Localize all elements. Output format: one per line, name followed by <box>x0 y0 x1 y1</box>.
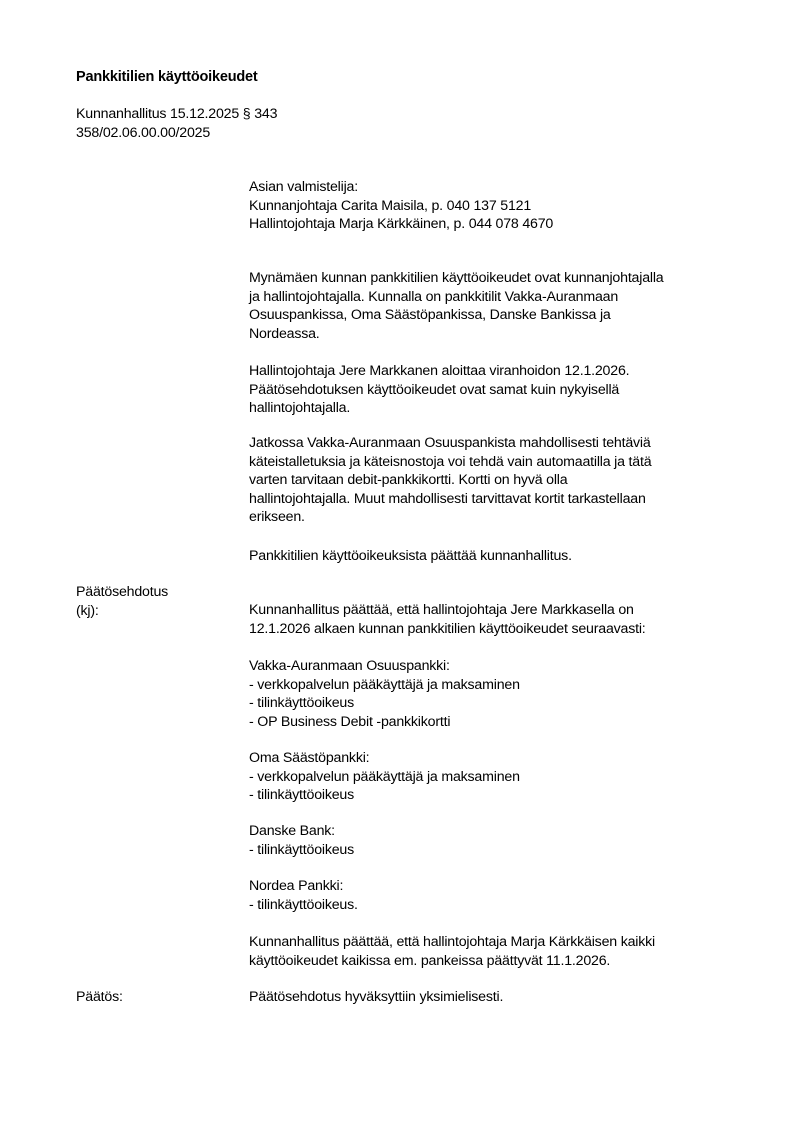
preparers <box>249 178 553 234</box>
proposal-closing <box>249 933 655 970</box>
paragraph-4 <box>249 547 572 566</box>
text-line: ja hallintojohtajalla. Kunnalla on pankkitilit Vakka-Auranmaan <box>249 288 619 305</box>
proposal-intro <box>249 601 646 638</box>
text-line: 12.1.2026 alkaen kunnan pankkitilien käyttöoikeudet seuraavasti: <box>249 620 646 637</box>
right-item: - tilinkäyttöoikeus <box>249 787 355 804</box>
paragraph-3 <box>249 434 651 527</box>
right-item: - verkkopalvelun pääkäyttäjä ja maksaminen <box>249 676 520 693</box>
preparers-heading: Asian valmistelija: <box>249 179 358 195</box>
right-item: - verkkopalvelun pääkäyttäjä ja maksaminen <box>249 768 520 785</box>
meeting-date: Kunnanhallitus 15.12.2025 § 343 <box>76 106 278 122</box>
text-line: Nordeassa. <box>249 325 320 342</box>
bank-oma-saastopankki <box>249 749 520 805</box>
bank-danske <box>249 822 354 859</box>
text-line: Jatkossa Vakka-Auranmaan Osuuspankista mahdollisesti tehtäviä <box>249 435 651 451</box>
bank-vakka-auranmaan <box>249 657 520 731</box>
proposal-label-line: (kj): <box>76 602 99 619</box>
proposal-label-line: Päätösehdotus <box>76 584 169 600</box>
text-line: Kunnanhallitus päättää, että hallintojohtaja Jere Markkasella on <box>249 602 634 618</box>
text-line: Osuuspankissa, Oma Säästöpankissa, Danske Bankissa ja <box>249 307 611 324</box>
text-line: hallintojohtajalla. <box>249 400 351 417</box>
document-title: Pankkitilien käyttöoikeudet <box>76 69 258 85</box>
meeting-info <box>76 105 277 142</box>
bank-name: Danske Bank: <box>249 823 335 839</box>
right-item: - tilinkäyttöoikeus. <box>249 896 358 913</box>
paragraph-1 <box>249 269 663 343</box>
bank-name: Oma Säästöpankki: <box>249 750 370 766</box>
right-item: - tilinkäyttöoikeus <box>249 841 355 858</box>
right-item: - tilinkäyttöoikeus <box>249 695 355 712</box>
text-line: Päätösehdotuksen käyttöoikeudet ovat samat kuin nykyisellä <box>249 381 620 398</box>
right-item: - OP Business Debit -pankkikortti <box>249 713 451 730</box>
proposal-label <box>76 583 168 620</box>
preparer: Hallintojohtaja Marja Kärkkäinen, p. 044 078 4670 <box>249 216 554 233</box>
text-line: käteistalletuksia ja käteisnostoja voi tehdä vain automaatilla ja tätä <box>249 453 652 470</box>
paragraph-2 <box>249 362 629 418</box>
record-number: 358/02.06.00.00/2025 <box>76 124 211 141</box>
bank-name: Vakka-Auranmaan Osuuspankki: <box>249 658 450 674</box>
text-line: Mynämäen kunnan pankkitilien käyttöoikeudet ovat kunnanjohtajalla <box>249 270 664 286</box>
bank-name: Nordea Pankki: <box>249 878 344 894</box>
text-line: Kunnanhallitus päättää, että hallintojohtaja Marja Kärkkäisen kaikki <box>249 934 655 950</box>
preparer: Kunnanjohtaja Carita Maisila, p. 040 137 5121 <box>249 197 532 214</box>
text-line: Pankkitilien käyttöoikeuksista päättää kunnanhallitus. <box>249 548 572 564</box>
text-line: käyttöoikeudet kaikissa em. pankeissa päättyvät 11.1.2026. <box>249 952 611 969</box>
decision-text: Päätösehdotus hyväksyttiin yksimielisesti. <box>249 989 504 1005</box>
text-line: hallintojohtajalla. Muut mahdollisesti tarvittavat kortit tarkastellaan <box>249 490 646 507</box>
text-line: varten tarvitaan debit-pankkikortti. Kortti on hyvä olla <box>249 472 568 489</box>
decision-label: Päätös: <box>76 989 123 1005</box>
text-line: erikseen. <box>249 509 305 526</box>
bank-nordea <box>249 877 358 914</box>
text-line: Hallintojohtaja Jere Markkanen aloittaa viranhoidon 12.1.2026. <box>249 363 630 379</box>
